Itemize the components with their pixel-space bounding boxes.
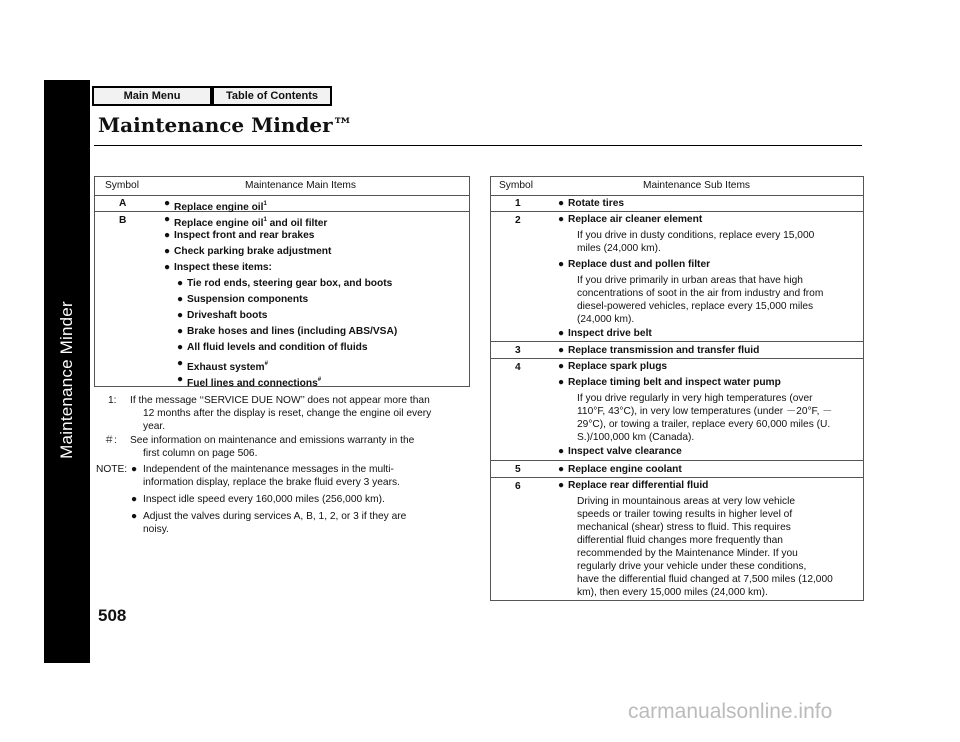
bullet-icon: ● [177,310,184,321]
main-menu-button[interactable]: Main Menu [92,86,212,106]
bullet-icon: ● [558,377,565,388]
sidebar-band [44,80,90,663]
sub-table-header [491,177,863,196]
main-subitem: ● Fuel lines and connections# [177,374,322,389]
bullet-icon: ● [558,259,565,270]
sub-item-desc: 110°F, 43°C), in very low temperatures (under －20°F, － [577,406,833,417]
main-subitem: ● Exhaust system# [177,358,268,373]
sub-item: ● Inspect valve clearance [558,446,682,457]
bullet-icon: ● [164,214,171,225]
sub-items-table [490,176,864,601]
table-of-contents-button[interactable]: Table of Contents [212,86,332,106]
sub-row-symbol: 4 [515,362,521,373]
sub-item-desc: diesel-powered vehicles, replace every 15,000 miles [577,301,814,312]
main-items-table [94,176,470,387]
sub-item-desc: If you drive in dusty conditions, replace every 15,000 [577,230,815,241]
sub-header-items: Maintenance Sub Items [643,180,751,191]
main-table-header [95,177,469,196]
footnote-2-line: first column on page 506. [143,448,258,459]
main-item: ● Replace engine oil$^1$ and oil filter [164,214,328,229]
page-number: 508 [98,606,127,625]
footnote-2-label: ＃: [104,435,118,446]
sub-item-desc: (24,000 km). [577,314,635,325]
sub-item-desc: concentrations of soot in the air from industry and from [577,288,824,299]
note-line: Inspect idle speed every 160,000 miles (256,000 km). [143,494,385,505]
sub-item: ● Replace transmission and transfer fluid [558,345,760,356]
sub-item-desc: mechanical (shear) stress to fluid. This requires [577,522,791,533]
main-row-symbol: B [119,215,127,226]
sub-item-desc: recommended by the Maintenance Minder. If you [577,548,798,559]
bullet-icon: ● [164,246,171,257]
sub-row-6 [491,478,863,599]
main-header-symbol: Symbol [105,180,139,191]
sub-item: ● Replace engine coolant [558,464,682,475]
sub-item: ● Replace rear differential fluid [558,480,709,491]
sub-item-desc: Driving in mountainous areas at very low vehicle [577,496,796,507]
sub-item-desc: speeds or trailer towing results in higher level of [577,509,793,520]
footnote-1-label: 1: [108,395,117,406]
sub-item: ● Replace dust and pollen filter [558,259,711,270]
main-subitem: ● Tie rod ends, steering gear box, and boots [177,278,393,289]
sub-row-4 [491,359,863,461]
bullet-icon: ● [131,494,138,505]
main-row-symbol: A [119,198,127,209]
footnote-1-line: 12 months after the display is reset, change the engine oil every [143,408,432,419]
main-subitem: ● Brake hoses and lines (including ABS/VSA) [177,326,398,337]
bullet-icon: ● [164,198,171,209]
note-line: Independent of the maintenance messages in the multi- [143,464,394,475]
bullet-icon: ● [164,230,171,241]
title-divider [94,145,862,146]
bullet-icon: ● [177,374,184,385]
bullet-icon: ● [177,342,184,353]
sub-row-symbol: 1 [515,198,521,209]
sub-row-symbol: 6 [515,481,521,492]
sub-item: ● Inspect drive belt [558,328,652,339]
sub-row-symbol: 3 [515,345,521,356]
bullet-icon: ● [558,446,565,457]
bullet-icon: ● [131,464,138,475]
sub-header-symbol: Symbol [499,180,533,191]
bullet-icon: ● [558,198,565,209]
main-subitem: ● Suspension components [177,294,309,305]
main-item: ● Replace engine oil$^1$ [164,198,267,213]
footnotes [96,395,476,545]
bullet-icon: ● [558,345,565,356]
footnote-2-line: See information on maintenance and emissions warranty in the [130,435,415,446]
sub-item-desc: If you drive regularly in very high temperatures (over [577,393,813,404]
sub-item-desc: S.)/100,000 km (Canada). [577,432,695,443]
sub-item-desc: km), then every 15,000 miles (24,000 km). [577,587,768,598]
main-row-b [95,212,469,389]
main-subitem: ● Driveshaft boots [177,310,268,321]
sub-row-symbol: 5 [515,464,521,475]
main-row-a [95,195,469,212]
bullet-icon: ● [558,464,565,475]
main-header-items: Maintenance Main Items [245,180,356,191]
bullet-icon: ● [558,361,565,372]
sub-row-3 [491,342,863,359]
sub-row-symbol: 2 [515,215,521,226]
sub-row-5 [491,461,863,478]
bullet-icon: ● [558,328,565,339]
main-item: ● Check parking brake adjustment [164,246,332,257]
bullet-icon: ● [177,326,184,337]
watermark: carmanualsonline.info [628,700,833,723]
sub-item: ● Replace air cleaner element [558,214,703,225]
sub-item: ● Rotate tires [558,198,625,209]
bullet-icon: ● [164,262,171,273]
note-label: NOTE: [96,464,128,475]
sub-item: ● Replace timing belt and inspect water pump [558,377,781,388]
note-line: Adjust the valves during services A, B, 1, 2, or 3 if they are [143,511,407,522]
main-item: ● Inspect these items: [164,262,272,273]
sub-item-desc: If you drive primarily in urban areas that have high [577,275,803,286]
sub-item-desc: 29°C), or towing a trailer, replace every 60,000 miles (U. [577,419,831,430]
bullet-icon: ● [558,214,565,225]
sub-item: ● Replace spark plugs [558,361,668,372]
footnote-1-line: year. [143,421,166,432]
sub-row-1 [491,195,863,212]
page-title: Maintenance Minder™ [98,113,353,137]
footnote-1-line: If the message ‘‘SERVICE DUE NOW’’ does not appear more than [130,395,430,406]
sub-item-desc: regularly drive your vehicle under these conditions, [577,561,807,572]
bullet-icon: ● [177,278,184,289]
sub-item-desc: differential fluid changes more frequently than [577,535,783,546]
bullet-icon: ● [177,358,184,369]
note-line: noisy. [143,524,169,535]
note-line: information display, replace the brake fluid every 3 years. [143,477,400,488]
sidebar-label [44,80,90,663]
bullet-icon: ● [558,480,565,491]
sub-row-2 [491,212,863,342]
bullet-icon: ● [131,511,138,522]
bullet-icon: ● [177,294,184,305]
sub-item-desc: miles (24,000 km). [577,243,661,254]
sidebar-label-text: Maintenance Minder [57,301,76,459]
main-subitem: ● All fluid levels and condition of fluids [177,342,368,353]
main-item: ● Inspect front and rear brakes [164,230,315,241]
sub-item-desc: have the differential fluid changed at 7,500 miles (12,000 [577,574,833,585]
